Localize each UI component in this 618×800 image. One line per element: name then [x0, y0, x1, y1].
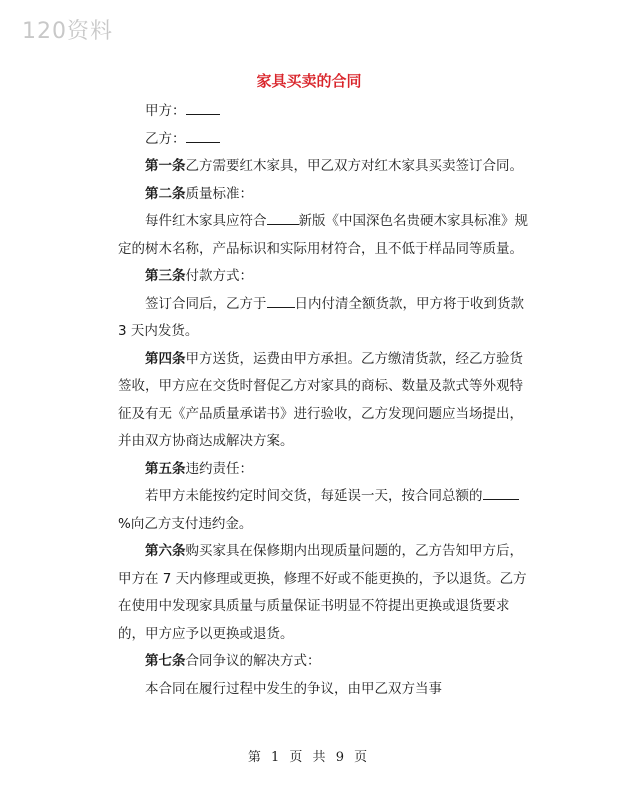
article-3-heading: 第三条	[145, 268, 186, 284]
article-2-heading: 第二条	[145, 185, 186, 202]
article-6-heading: 第六条	[145, 543, 186, 559]
party-a-line	[118, 98, 528, 126]
party-b-line	[118, 126, 528, 154]
party-b-label: 乙方：	[145, 130, 186, 147]
party-b-blank	[186, 128, 220, 143]
page-footer: 第 1 页 共 9 页	[247, 750, 371, 765]
contract-body	[118, 98, 528, 703]
article-7-body: 本合同在履行过程中发生的争议，由甲乙双方当事	[145, 680, 442, 697]
party-a-label: 甲方：	[145, 103, 186, 119]
article-3-blank	[267, 293, 295, 308]
article-5-text: 违约责任：	[185, 460, 253, 477]
article-3-body	[118, 291, 528, 346]
document-title: 家具买卖的合同	[256, 72, 362, 90]
article-5-body-a: 若甲方未能按约定时间交货，每延误一天，按合同总额的	[145, 488, 483, 504]
article-5-blank	[483, 485, 519, 500]
watermark: 120资料	[22, 19, 113, 44]
article-3-text: 付款方式：	[185, 268, 253, 284]
article-3	[118, 263, 528, 291]
article-3-body-a: 签订合同后，乙方于	[145, 295, 267, 312]
article-2-body-a: 每件红木家具应符合	[145, 213, 267, 229]
article-7-heading: 第七条	[145, 653, 186, 669]
article-3-body-b: 日内付清全额货款，甲方将于收到货款 3 天内发货。	[118, 295, 524, 339]
article-6-text: 购买家具在保修期内出现质量问题的，乙方告知甲方后，甲方在 7 天内修理或更换，修理不好或不能更换的，予以退货。乙方在使用中发现家具质量与质量保证书明显不符提出更换或退货要求的，甲方应予以更换或退货。	[118, 543, 527, 642]
article-4-text: 甲方送货，运费由甲方承担。乙方缴清货款，经乙方验货签收，甲方应在交货时督促乙方对家具的商标、数量及款式等外观特征及有无《产品质量承诺书》进行验收，乙方发现问题应当场提出，并由双方协商达成解决方案。	[118, 350, 523, 449]
article-5-heading: 第五条	[145, 460, 186, 477]
article-1-heading: 第一条	[145, 158, 186, 174]
article-2	[118, 181, 528, 209]
article-7-text: 合同争议的解决方式：	[185, 653, 321, 669]
article-4	[118, 346, 528, 456]
article-2-body	[118, 208, 528, 263]
article-5-body	[118, 483, 528, 538]
article-2-body-b: 新版《中国深色名贵硬木家具标准》规定的树木名称，产品标识和实际用材符合，且不低于样品同等质量。	[118, 213, 528, 257]
article-2-text: 质量标准：	[185, 185, 253, 202]
article-1	[118, 153, 528, 181]
article-2-blank	[267, 210, 299, 225]
article-5	[118, 456, 528, 484]
party-a-blank	[186, 100, 220, 115]
article-6	[118, 538, 528, 648]
article-1-text: 乙方需要红木家具，甲乙双方对红木家具买卖签订合同。	[185, 158, 523, 174]
article-5-body-b: %向乙方支付违约金。	[118, 515, 253, 532]
article-4-heading: 第四条	[145, 350, 186, 367]
article-7	[118, 648, 528, 676]
